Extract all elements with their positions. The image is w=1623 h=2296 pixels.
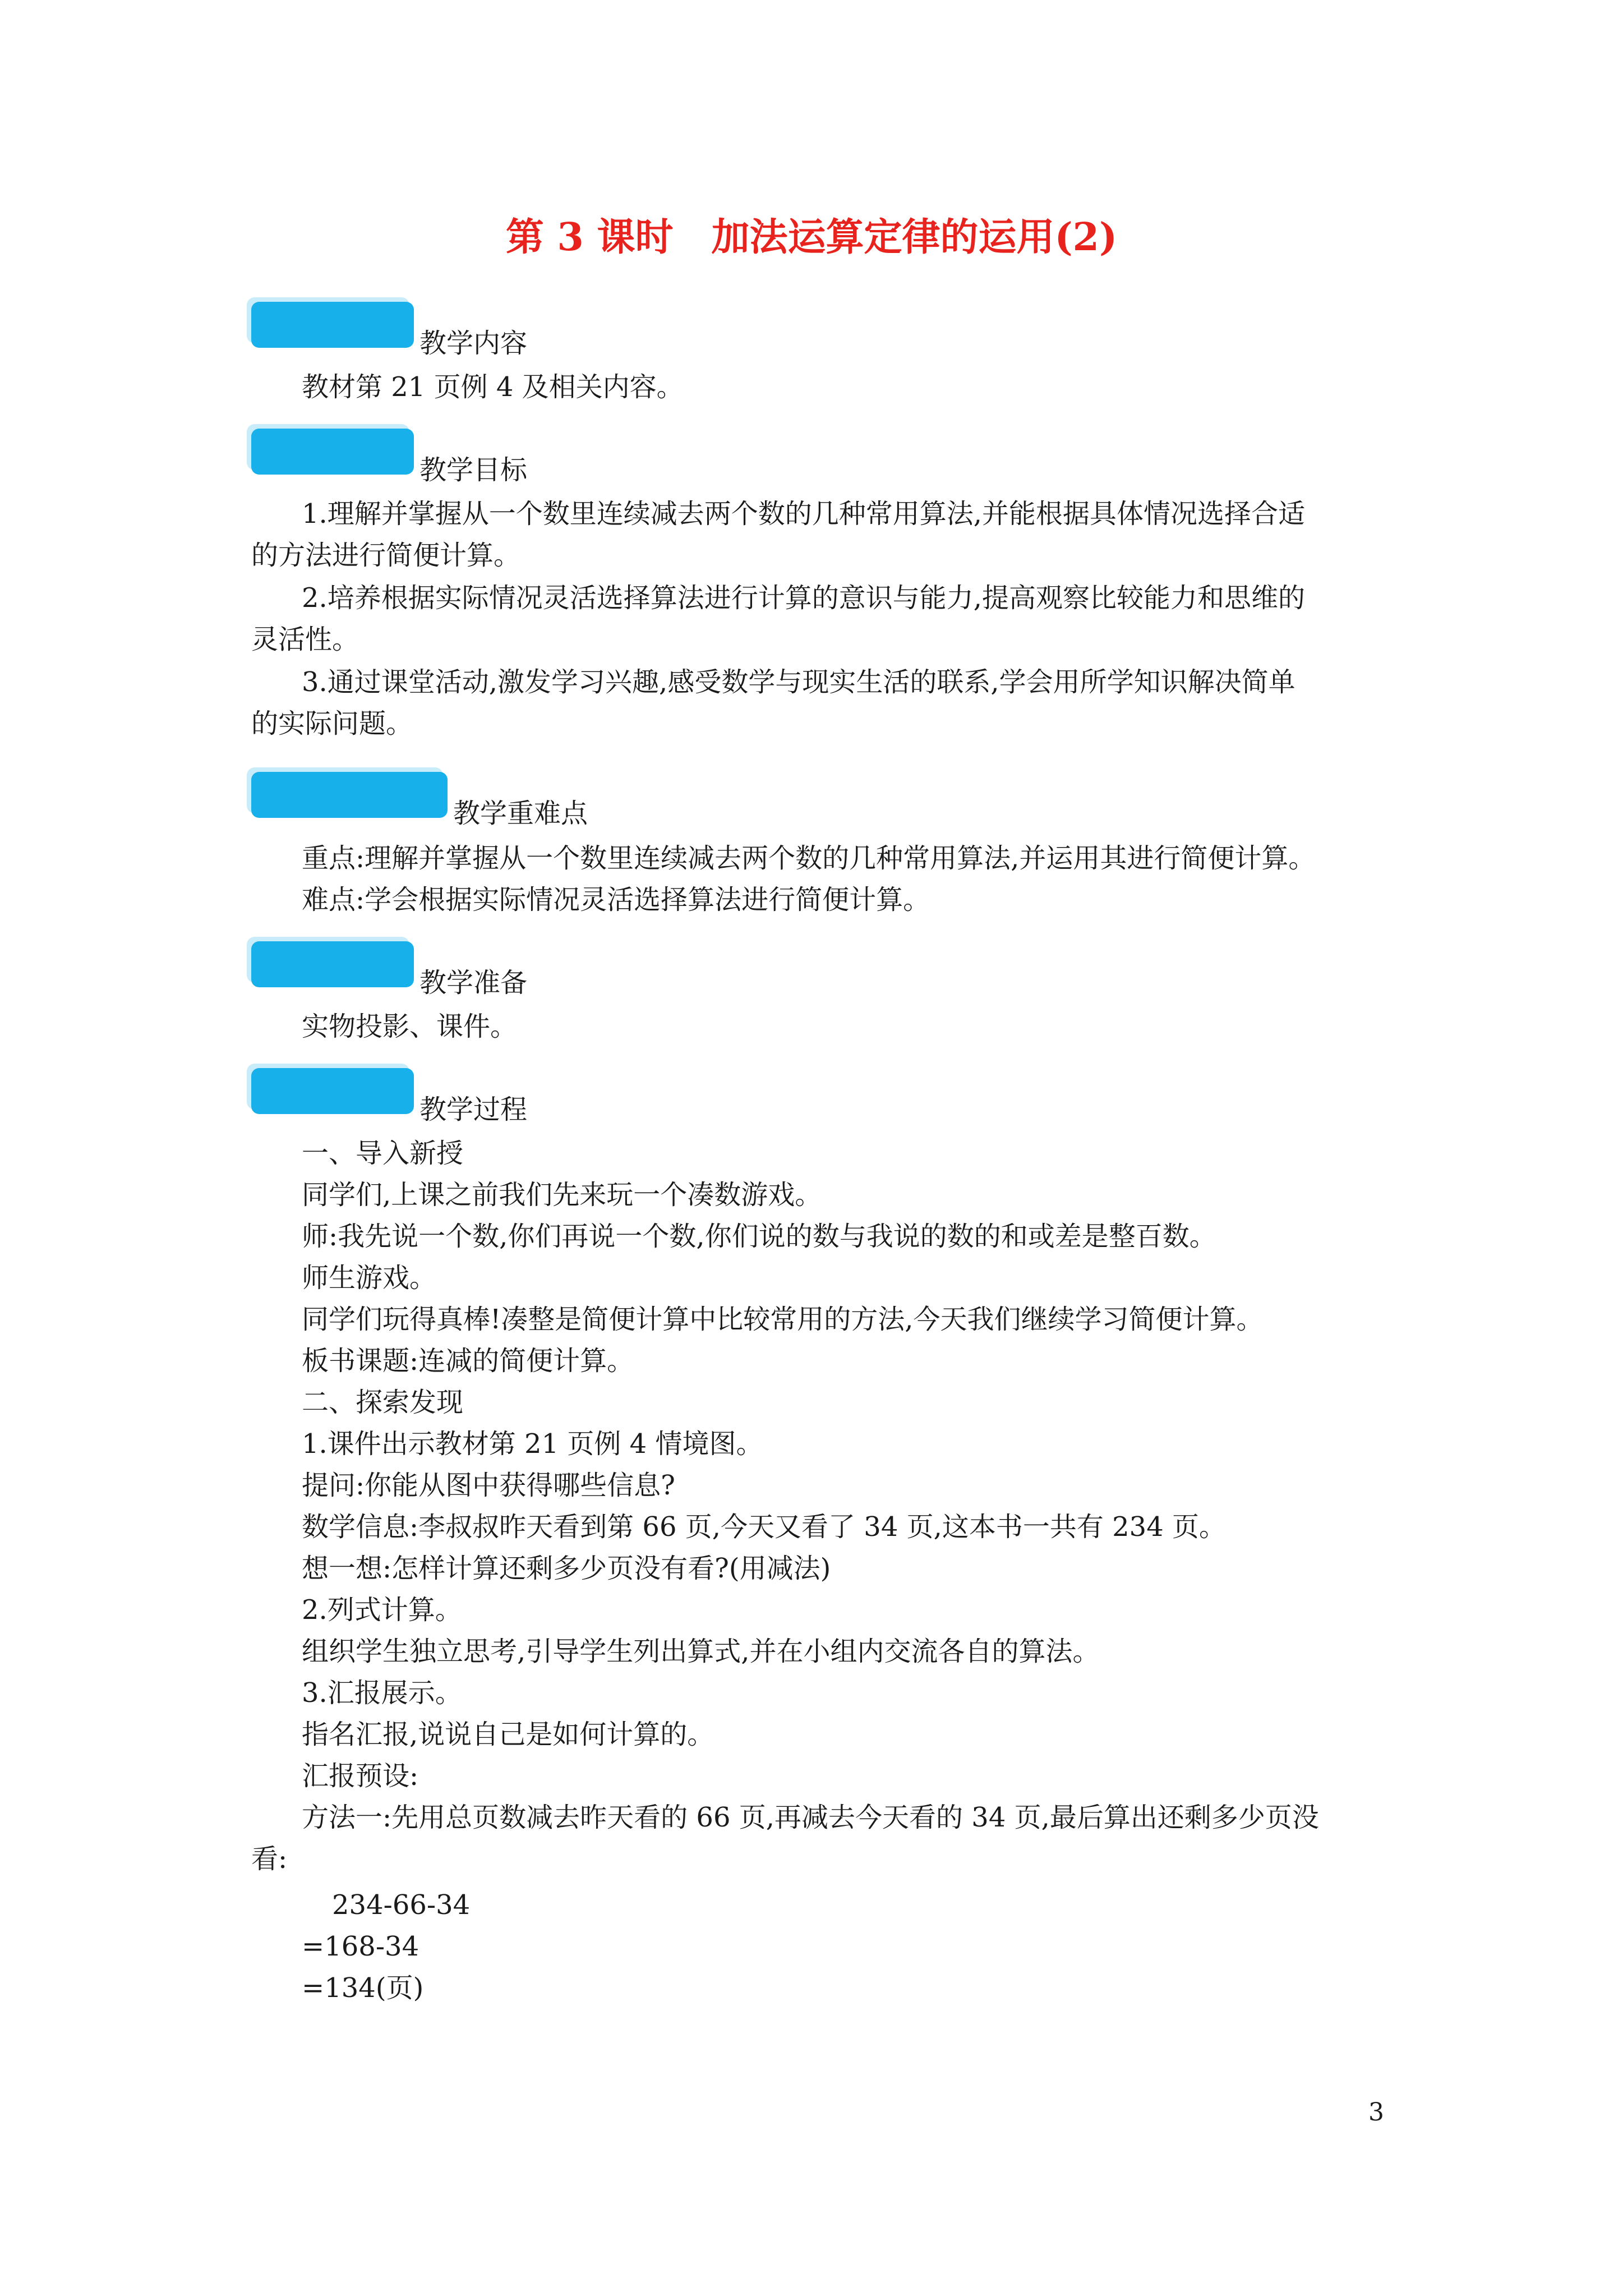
process-line: 同学们玩得真棒!凑整是简便计算中比较常用的方法,今天我们继续学习简便计算。: [302, 1304, 1264, 1335]
section-tag: [251, 429, 414, 475]
process-line: 师:我先说一个数,你们再说一个数,你们说的数与我说的数的和或差是整百数。: [302, 1221, 1216, 1252]
goal-2-line-2: 灵活性。: [251, 624, 359, 655]
section-heading: 教学内容: [419, 328, 528, 359]
goal-3-line-2: 的实际问题。: [251, 708, 413, 739]
process-line: 二、探索发现: [302, 1387, 464, 1418]
process-line: 组织学生独立思考,引导学生列出算式,并在小组内交流各自的算法。: [302, 1636, 1100, 1667]
process-line: 3.汇报展示。: [302, 1677, 462, 1709]
prep-text: 实物投影、课件。: [302, 1011, 518, 1042]
process-line: 想一想:怎样计算还剩多少页没有看?(用减法): [302, 1553, 831, 1584]
process-line: 2.列式计算。: [302, 1594, 462, 1626]
section-heading: 教学重难点: [453, 798, 588, 829]
section-tag: [251, 302, 414, 348]
process-line: 方法一:先用总页数减去昨天看的 66 页,再减去今天看的 34 页,最后算出还剩多少页没: [302, 1802, 1319, 1833]
calc-step-2: =168-34: [302, 1931, 419, 1962]
process-line: 1.课件出示教材第 21 页例 4 情境图。: [302, 1428, 763, 1460]
process-line: 指名汇报,说说自己是如何计算的。: [302, 1719, 714, 1750]
process-line: 提问:你能从图中获得哪些信息?: [302, 1470, 675, 1501]
goal-1-line-1: 1.理解并掌握从一个数里连续减去两个数的几种常用算法,并能根据具体情况选择合适: [302, 498, 1306, 530]
section-heading: 教学目标: [419, 454, 528, 486]
difficult-point: 难点:学会根据实际情况灵活选择算法进行简便计算。: [302, 884, 930, 915]
goal-2-line-1: 2.培养根据实际情况灵活选择算法进行计算的意识与能力,提高观察比较能力和思维的: [302, 582, 1306, 614]
page-number: 3: [1368, 2098, 1384, 2127]
key-point: 重点:理解并掌握从一个数里连续减去两个数的几种常用算法,并运用其进行简便计算。: [302, 843, 1316, 874]
calc-step-3: =134(页): [302, 1972, 424, 2004]
section-tag: [251, 1068, 414, 1114]
process-line: 师生游戏。: [302, 1262, 437, 1294]
process-line: 数学信息:李叔叔昨天看到第 66 页,今天又看了 34 页,这本书一共有 234 页。: [302, 1511, 1227, 1543]
calc-step-1: 234-66-34: [332, 1889, 471, 1921]
content-text: 教材第 21 页例 4 及相关内容。: [302, 371, 684, 403]
section-heading: 教学过程: [419, 1094, 528, 1125]
goal-1-line-2: 的方法进行简便计算。: [251, 540, 521, 571]
process-line: 板书课题:连减的简便计算。: [302, 1345, 634, 1377]
section-tag: [251, 941, 414, 987]
process-line: 同学们,上课之前我们先来玩一个凑数游戏。: [302, 1179, 822, 1211]
section-tag: [251, 772, 448, 818]
section-heading: 教学准备: [419, 967, 528, 999]
process-line: 看:: [251, 1843, 288, 1875]
process-line: 一、导入新授: [302, 1138, 464, 1169]
process-line: 汇报预设:: [302, 1760, 419, 1792]
lesson-title: 第 3 课时 加法运算定律的运用(2): [505, 215, 1118, 260]
goal-3-line-1: 3.通过课堂活动,激发学习兴趣,感受数学与现实生活的联系,学会用所学知识解决简单: [302, 666, 1295, 698]
